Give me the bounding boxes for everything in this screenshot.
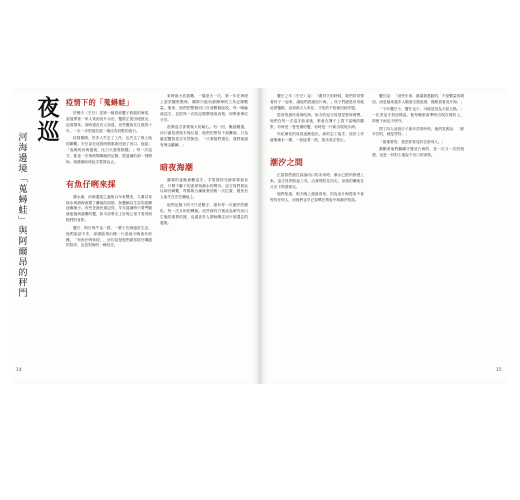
paragraph: 激勵著他們繼續守護這片海的，是一次又一次的相遇，也是一份對土地說不出口的深情。: [372, 147, 464, 158]
paragraph: 濁水溪、河海邊境之處幾百年來豐美，九溝以來抽水與填海改變了灘地的面貌，魚蟹賴以生存的泥灘逐漸縮小。有些老漁民還記得，早年退潮時只要彎腰就能撿到滿簍的蟹，如今卻要走上好幾公里才看得到牠們的身影。: [66, 194, 152, 223]
section-heading: 潮汐之間: [270, 157, 304, 168]
paragraph: 正當我們還在談論河口的未來時，潮水已經悄悄漫上來。巡守員們收起工具，沿著堤防往回走，身後的灘地在月光下閃著微光。: [270, 173, 364, 190]
paragraph: 疫情期間，許多人失去了工作，也失去了與土地的聯繫。宏仔卻在這段時間重新回到了河口，他說：「夜晚的河海邊境，比白天還要熱鬧。」每一次巡守，都是一次與時間賽跑的記錄，從退潮的那一刻開始，到漲潮前收起手電筒為止。: [66, 136, 152, 164]
paragraph: 「最重要的，是把你看見的告訴別人。」: [379, 139, 446, 144]
section-heading: 疫情下的「蒐蟳蛙」: [66, 98, 134, 107]
section-heading: 有魚仔咧來採: [66, 178, 116, 189]
paragraph: 蟹仔之年（宏仔）說：「禮拜天的時候，我們常常帶著孩子一起來，讓他們認識這片海。」孩子們總是好奇地追著蟹跑，直到被大人叫住，才依依不捨地回到岸邊。: [270, 94, 364, 110]
text-column-2: [160, 94, 248, 228]
paragraph: 他們知道，明天晚上還會再來，因為這片海從來不會等待任何人，而他們也早已習慣在黑夜中與潮汐對話。: [270, 192, 364, 203]
paragraph: 蟹仔、阿仔與牛為一群，一輩子在海邊討生活，他們說話不多，卻總能指出哪一片泥地今晚會有收穫。「有魚仔咧來採」，這句話是他們最常掛在嘴邊的招呼，也是對海的一種信任。: [66, 225, 152, 248]
magazine-spread: [10, 88, 510, 384]
paragraph: 年紀漸長的成員逐漸退出，新的志工接手，這份工作就像潮水一樣，一波接著一波，從未真正停止。: [270, 132, 364, 143]
paragraph: 問了四人這段日子最辛苦的時刻，他們笑著說：「最辛苦的，就是等待。」: [372, 126, 464, 137]
text-column-1: [66, 94, 152, 251]
page-number: 14: [16, 368, 22, 373]
page-number: 15: [496, 368, 502, 373]
paragraph: 濃霧的夜晚最難巡守，手電筒的光線被霧氣吞沒，只剩下腳下的泥濘與潮水的聲音。巡守員們彼此以哨音聯繫，每隔幾分鐘就要回報一次位置，避免有人迷失在茫茫灘地上。: [160, 177, 248, 200]
left-page: [10, 88, 260, 384]
paragraph: 從前的漁民靠海吃海，如今的巡守員則是替海發聲。他們在每一次巡守結束後，都會在簿子上寫下當晚的觀察，有時是一隻受傷的蟹，有時是一片新出現的沙洲。: [270, 113, 364, 130]
paragraph: 「今年蟹仔少，蟹仔也少，可能是因為天氣太熱。」一位老巡守員這樣說。他每晚都會準時出現在堤防上，即使下雨也不例外。: [372, 107, 464, 124]
article-subtitle: 河海邊境「蒐蟳蛙」與阿爾昂的秤門: [16, 132, 27, 299]
right-page: [260, 88, 510, 384]
paragraph: 蟹仔說：「這些年來，最讓我感動的，不是數量的增加，而是越來越多人願意走進夜裡，親眼看看這片海。」: [372, 94, 465, 104]
paragraph: 許俊夫（宏仔）是第一個看到蟹子蒞臨的海尾，當他帶著一家人來到這片水田，蟹群正從田埂竄出，迎面撲來。那時還沒有人知道，這些蟹會在往後的十年，一步一步把他拉進一場沒有終點的夜行。: [66, 111, 152, 133]
paragraph: 夜間巡守需要極大的耐心。有一回，颱風剛過，河口滿是漂流木與垃圾，他們仍堅持下到灘地，只為確認蟹群是否安然無恙。「只要牠們還在，我們就還有理由繼續。」: [160, 125, 248, 147]
paragraph: 來時最大的挑戰，一場是天一次，第一年在海堤上架設觀察點時，團隊只能用最簡單的工具記錄數量。後來，他們把整個河口分成數個區段，每一晚輪流巡守，並把每一次的記錄整理成表格，和學術單位分享。: [160, 94, 248, 122]
text-column-3: [270, 94, 364, 206]
text-column-4: [372, 94, 464, 161]
article-title: 夜巡: [34, 96, 60, 144]
paragraph: 他們記錄下的不只是數字，還有每一次潮汐的變化、每一次月相的轉換。這些資料日後成為研究河口生態的重要依據，也讓更多人開始關注這片被遺忘的邊境。: [160, 202, 248, 225]
section-heading: 暗夜海潮: [160, 161, 194, 172]
